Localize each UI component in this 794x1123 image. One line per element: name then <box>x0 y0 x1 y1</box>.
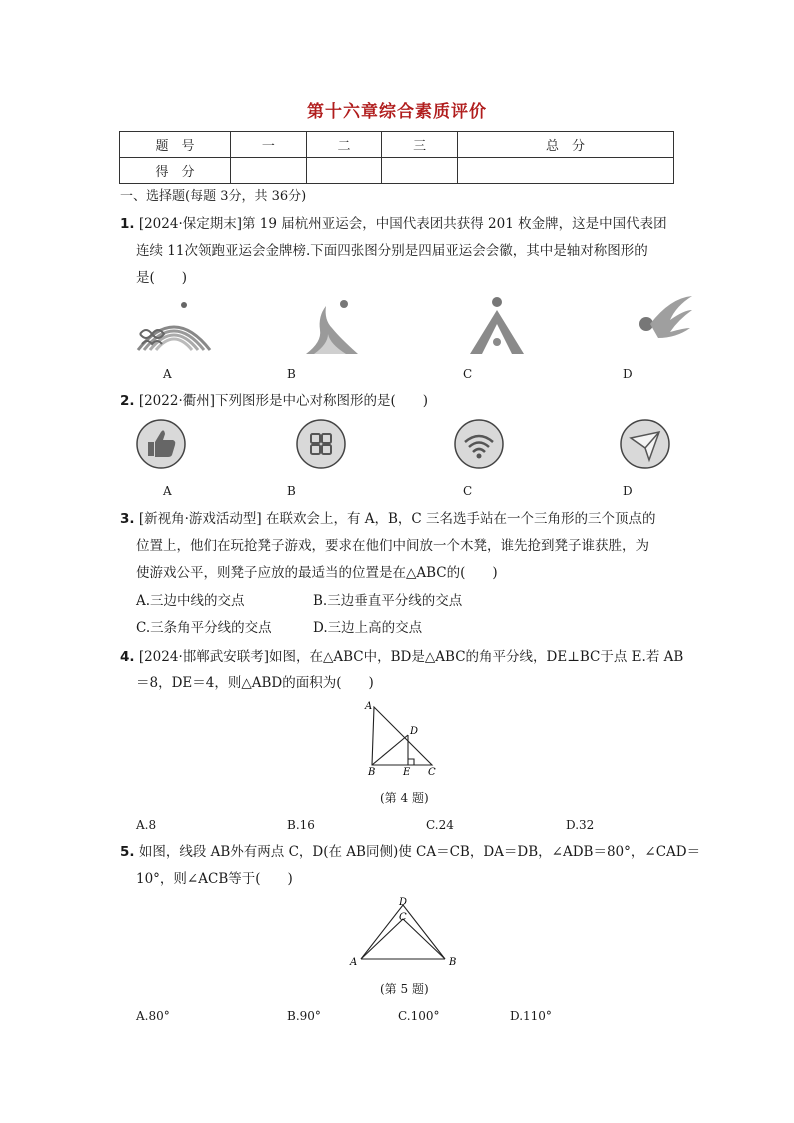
question-text: [2024·邯郸武安联考]如图，在△ABC中，BD是△ABC的角平分线，DE⊥BC于点 E.若 AB <box>138 649 684 665</box>
option-b[interactable]: B.三边垂直平分线的交点 <box>313 593 463 609</box>
option-a[interactable]: A.80° <box>136 1009 170 1023</box>
question-1-line-1 <box>120 215 667 233</box>
question-1-line-2: 连续 11次领跑亚运会金牌榜.下面四张图分别是四届亚运会会徽，其中是轴对称图形的 <box>136 243 648 259</box>
option-a[interactable]: A.三边中线的交点 <box>136 593 245 609</box>
page-title: 第十六章综合素质评价 <box>307 102 487 122</box>
score-cell: 一 <box>231 132 307 158</box>
option-label[interactable]: B <box>287 367 296 381</box>
question-2-line-1 <box>120 392 428 410</box>
option-label[interactable]: A <box>163 367 172 381</box>
point-label-b: B <box>449 957 457 968</box>
option-b[interactable]: B.90° <box>287 1009 321 1023</box>
figure-caption: (第 4 题) <box>380 791 429 805</box>
point-label-b: B <box>368 767 376 778</box>
asian-games-emblem-d-icon <box>630 294 694 358</box>
score-cell: 二 <box>306 132 382 158</box>
thumbs-up-icon <box>135 418 187 470</box>
question-1-line-3: 是( ) <box>136 270 188 286</box>
triangle-figure-q4 <box>362 697 442 779</box>
triangle-figure-q5 <box>345 893 465 975</box>
question-number: 3. <box>120 511 135 527</box>
section-heading: 一、选择题(每题 3分，共 36分) <box>120 189 307 204</box>
question-3-line-2: 位置上，他们在玩抢凳子游戏，要求在他们中间放一个木凳，谁先抢到凳子谁获胜，为 <box>136 538 649 554</box>
option-c[interactable]: C.三条角平分线的交点 <box>136 620 272 636</box>
question-text: [2024·保定期末]第 19 届杭州亚运会，中国代表团共获得 201 枚金牌，这是中国代表团 <box>138 216 667 232</box>
score-input-cell[interactable] <box>382 158 458 184</box>
point-label-a: A <box>350 957 358 968</box>
question-4-line-1 <box>120 648 683 666</box>
point-label-c: C <box>399 912 407 923</box>
question-number: 1. <box>120 216 135 232</box>
figure-caption: (第 5 题) <box>380 982 429 996</box>
option-label[interactable]: A <box>163 484 172 498</box>
option-a[interactable]: A.8 <box>136 818 157 832</box>
point-label-a: A <box>365 701 373 712</box>
grid-icon <box>295 418 347 470</box>
option-d[interactable]: D.110° <box>510 1009 552 1023</box>
question-text: 如图，线段 AB外有两点 C，D(在 AB同侧)使 CA＝CB，DA＝DB，∠ADB＝80°，∠CAD＝ <box>138 844 701 860</box>
asian-games-emblem-c-icon <box>466 294 528 358</box>
score-cell: 总 分 <box>457 132 673 158</box>
option-d[interactable]: D.32 <box>566 818 595 832</box>
score-table-score-row <box>120 158 674 184</box>
option-label[interactable]: C <box>463 367 473 381</box>
question-3-line-3: 使游戏公平，则凳子应放的最适当的位置是在△ABC的( ) <box>136 565 498 581</box>
score-table <box>119 131 674 184</box>
asian-games-emblem-b-icon <box>300 296 362 358</box>
point-label-d: D <box>410 726 419 737</box>
question-5-line-1 <box>120 843 700 861</box>
option-label[interactable]: D <box>623 367 633 381</box>
question-number: 2. <box>120 393 135 409</box>
option-label[interactable]: B <box>287 484 296 498</box>
paper-plane-icon <box>619 418 671 470</box>
score-input-cell[interactable] <box>457 158 673 184</box>
question-5-line-2: 10°，则∠ACB等于( ) <box>136 871 293 887</box>
point-label-e: E <box>403 767 411 778</box>
question-3-line-1 <box>120 510 656 528</box>
option-c[interactable]: C.24 <box>426 818 454 832</box>
option-d[interactable]: D.三边上高的交点 <box>313 620 423 636</box>
score-input-cell[interactable] <box>231 158 307 184</box>
option-label[interactable]: C <box>463 484 473 498</box>
score-cell: 题 号 <box>120 132 231 158</box>
wifi-icon <box>453 418 505 470</box>
question-number: 5. <box>120 844 135 860</box>
score-table-header-row <box>120 132 674 158</box>
question-number: 4. <box>120 649 135 665</box>
option-c[interactable]: C.100° <box>398 1009 440 1023</box>
point-label-d: D <box>399 897 408 908</box>
score-cell: 三 <box>382 132 458 158</box>
score-cell: 得 分 <box>120 158 231 184</box>
option-b[interactable]: B.16 <box>287 818 315 832</box>
point-label-c: C <box>428 767 436 778</box>
question-text: [2022·衢州]下列图形是中心对称图形的是( ) <box>138 393 429 409</box>
question-4-line-2: ＝8，DE＝4，则△ABD的面积为( ) <box>136 675 374 691</box>
question-text: [新视角·游戏活动型] 在联欢会上，有 A，B，C 三名选手站在一个三角形的三个顶点的 <box>138 511 656 527</box>
option-label[interactable]: D <box>623 484 633 498</box>
score-input-cell[interactable] <box>306 158 382 184</box>
asian-games-emblem-a-icon <box>132 298 214 360</box>
